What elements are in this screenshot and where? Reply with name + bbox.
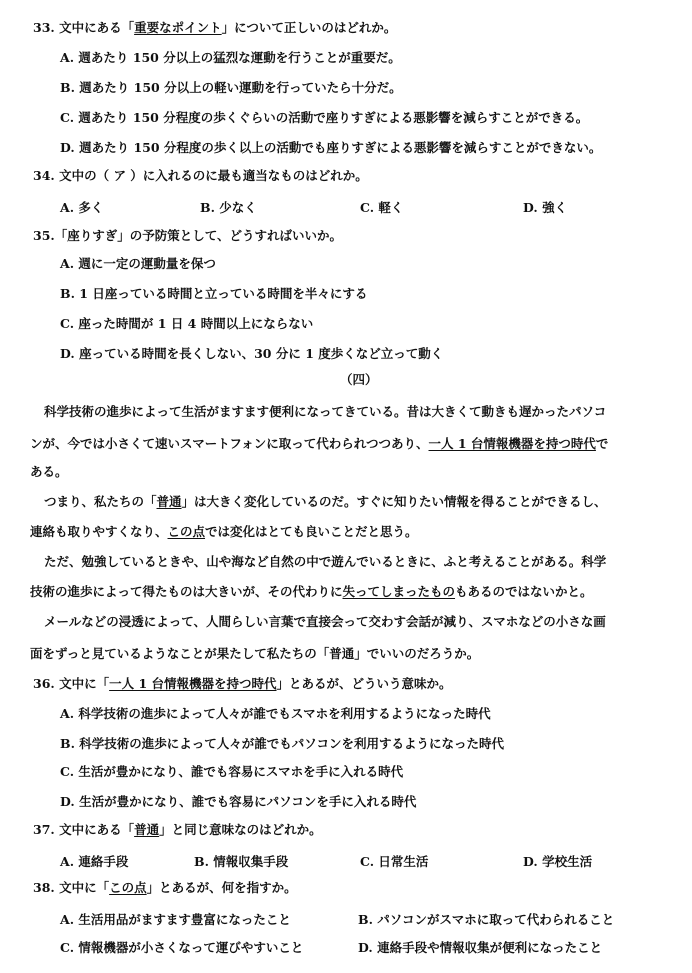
- question-34-stem: 34. 文中の（ ア ）に入れるのに最も適当なものはどれか。: [33, 168, 368, 183]
- passage-p4-line2: 面をずっと見ているようなことが果たして私たちの「普通」でいいのだろうか。: [30, 646, 480, 661]
- q37-option-d: D. 学校生活: [523, 854, 593, 869]
- question-36-stem: [33, 676, 452, 692]
- q35-option-b: B. 1 日座っている時間と立っている時間を半々にする: [60, 286, 368, 301]
- p1-l2-pre: ンが、今では小さくて速いスマートフォンに取って代わられつつあり、: [30, 436, 429, 451]
- q33-stem-underlined: 重要なポイント: [134, 20, 222, 35]
- passage-p3-line1: ただ、勉強しているときや、山や海など自然の中で遊んでいるときに、ふと考えることがある。科学: [44, 554, 607, 569]
- p2-l1-underlined: 普通: [156, 494, 182, 509]
- q36-stem-underlined: 一人 1 台情報機器を持つ時代: [109, 676, 277, 691]
- p3-l2-pre: 技術の進歩によって得たものは大きいが、その代わりに: [30, 584, 343, 599]
- q33-option-a: A. 週あたり 150 分以上の猛烈な運動を行うことが重要だ。: [60, 50, 401, 65]
- q36-option-d: D. 生活が豊かになり、誰でも容易にパソコンを手に入れる時代: [60, 794, 417, 809]
- q33-stem-post: 」について正しいのはどれか。: [221, 20, 397, 35]
- q38-stem-pre: 38. 文中に「: [33, 880, 110, 895]
- p1-l2-post: で: [595, 436, 609, 451]
- q38-options-row1: [60, 910, 660, 926]
- q34-option-a: A. 多く: [60, 200, 104, 215]
- q35-option-d: D. 座っている時間を長くしない、30 分に 1 度歩くなど立って動く: [60, 346, 444, 361]
- q37-stem-pre: 37. 文中にある「: [33, 822, 135, 837]
- p3-l2-post: もあるのではないかと。: [455, 584, 593, 599]
- q37-option-c: C. 日常生活: [360, 854, 429, 869]
- p2-l1-pre: つまり、私たちの「: [44, 494, 157, 509]
- passage-p2-line2: [30, 524, 418, 540]
- section-heading: （四）: [340, 372, 378, 387]
- q33-option-d: D. 週あたり 150 分程度の歩く以上の活動でも座りすぎによる悪影響を減らすことができない。: [60, 140, 602, 155]
- question-33-stem: [33, 20, 396, 36]
- q33-option-b: B. 週あたり 150 分以上の軽い運動を行っていたら十分だ。: [60, 80, 402, 95]
- q36-option-c: C. 生活が豊かになり、誰でも容易にスマホを手に入れる時代: [60, 764, 404, 779]
- p3-l2-underlined: 失ってしまったもの: [342, 584, 456, 599]
- q36-option-a: A. 科学技術の進歩によって人々が誰でもスマホを利用するようになった時代: [60, 706, 491, 721]
- q34-option-d: D. 強く: [523, 200, 568, 215]
- q38-stem-post: 」とあるが、何を指すか。: [146, 880, 297, 895]
- q34-options: [60, 198, 620, 214]
- q34-option-c: C. 軽く: [360, 200, 404, 215]
- q35-option-a: A. 週に一定の運動量を保つ: [60, 256, 216, 271]
- q35-option-c: C. 座った時間が 1 日 4 時間以上にならない: [60, 316, 314, 331]
- q33-stem-pre: 33. 文中にある「: [33, 20, 135, 35]
- passage-p4-line1: メールなどの浸透によって、人間らしい言葉で直接会って交わす会話が減り、スマホなどの小さな画: [44, 614, 606, 629]
- q38-options-row2: [60, 938, 660, 954]
- q33-option-c: C. 週あたり 150 分程度の歩くぐらいの活動で座りすぎによる悪影響を減らすことができる。: [60, 110, 589, 125]
- passage-p1-line1: 科学技術の進歩によって生活がますます便利になってきている。昔は大きくて動きも遅かったパソコ: [44, 404, 607, 419]
- q38-option-c: C. 情報機器が小さくなって運びやすいこと: [60, 940, 304, 955]
- p1-l2-underlined: 一人 1 台情報機器を持つ時代: [428, 436, 596, 451]
- q36-stem-post: 」とあるが、どういう意味か。: [276, 676, 452, 691]
- q34-option-b: B. 少なく: [200, 200, 257, 215]
- q38-option-a: A. 生活用品がますます豊富になったこと: [60, 912, 291, 927]
- q38-stem-underlined: この点: [109, 880, 147, 895]
- passage-p1-line2: [30, 436, 608, 452]
- p2-l1-post: 」は大きく変化しているのだ。すぐに知りたい情報を得ることができるし、: [181, 494, 607, 509]
- passage-p2-line1: [44, 494, 607, 510]
- q37-options: [60, 852, 620, 868]
- q38-option-b: B. パソコンがスマホに取って代わられること: [358, 912, 615, 927]
- q37-option-b: B. 情報収集手段: [194, 854, 289, 869]
- question-37-stem: [33, 822, 322, 838]
- question-35-stem: 35.「座りすぎ」の予防策として、どうすればいいか。: [33, 228, 342, 243]
- q36-option-b: B. 科学技術の進歩によって人々が誰でもパソコンを利用するようになった時代: [60, 736, 505, 751]
- p2-l2-post: では変化はとても良いことだと思う。: [205, 524, 418, 539]
- q37-stem-underlined: 普通: [134, 822, 160, 837]
- q38-option-d: D. 連絡手段や情報収集が便利になったこと: [358, 940, 603, 955]
- q36-stem-pre: 36. 文中に「: [33, 676, 110, 691]
- q37-option-a: A. 連絡手段: [60, 854, 129, 869]
- passage-p1-line3: ある。: [30, 464, 68, 479]
- q37-stem-post: 」と同じ意味なのはどれか。: [159, 822, 322, 837]
- p2-l2-pre: 連絡も取りやすくなり、: [30, 524, 168, 539]
- passage-p3-line2: [30, 584, 593, 600]
- p2-l2-underlined: この点: [167, 524, 206, 539]
- question-38-stem: [33, 880, 297, 896]
